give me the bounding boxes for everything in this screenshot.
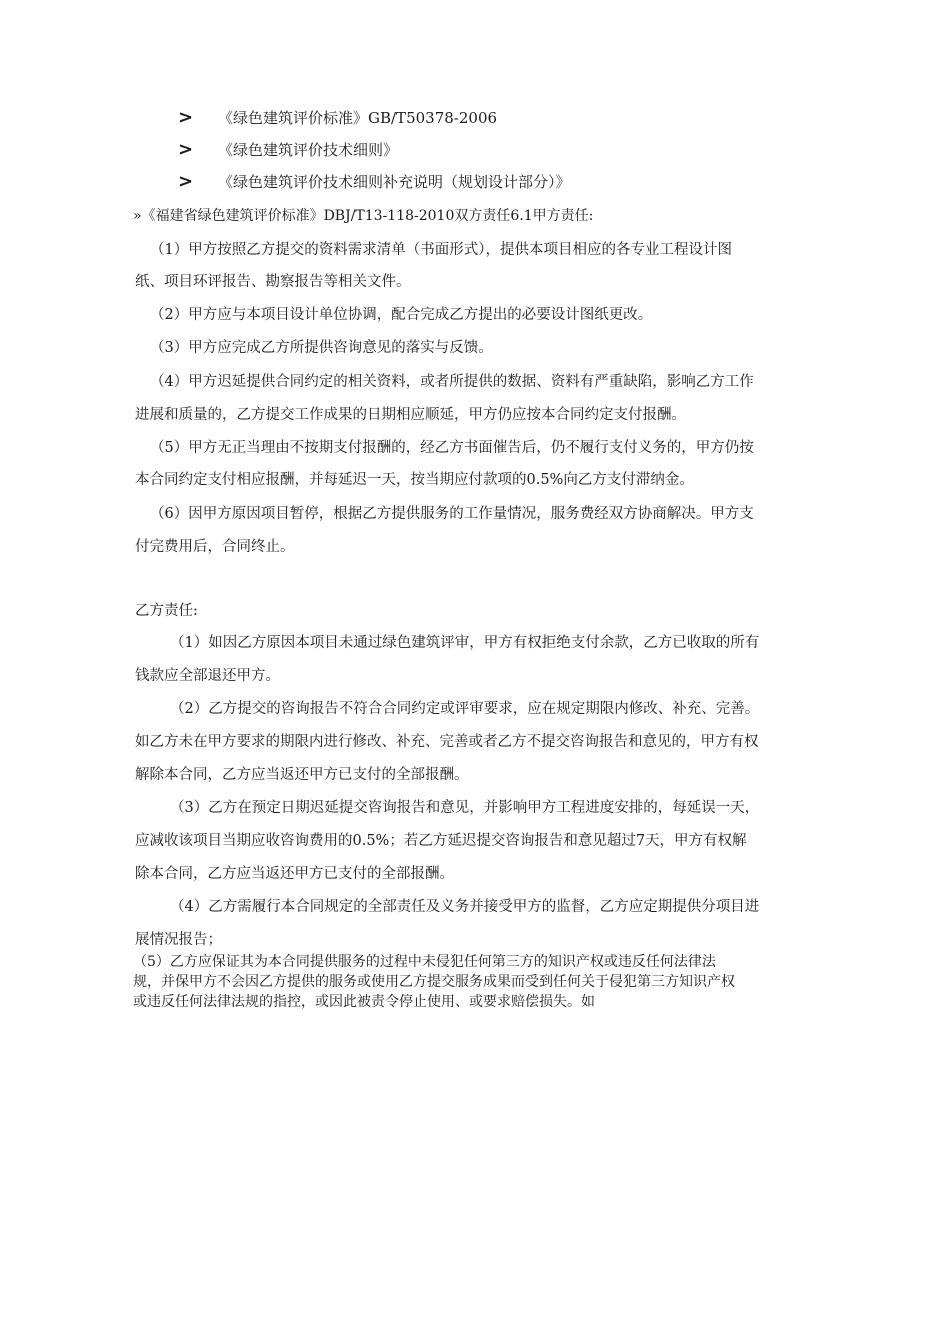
party-b-heading: 乙方责任: — [135, 603, 198, 619]
party-a-line: （4）甲方迟延提供合同约定的相关资料，或者所提供的数据、资料有严重缺陷，影响乙方工作 — [150, 374, 754, 390]
standard-item — [178, 168, 571, 194]
party-b-line: 展情况报告； — [135, 932, 222, 948]
standard-text: 《绿色建筑评价技术细则补充说明（规划设计部分）》 — [218, 172, 571, 191]
standard-text: 《绿色建筑评价技术细则》 — [218, 140, 399, 159]
standard-text: 《绿色建筑评价标准》GB/T50378-2006 — [218, 108, 498, 127]
party-a-line: 进展和质量的，乙方提交工作成果的日期相应顺延，甲方仍应按本合同约定支付报酬。 — [135, 407, 686, 423]
intro-line: »《福建省绿色建筑评价标准》DBJ/T13-118-2010双方责任6.1甲方责任: — [133, 208, 594, 224]
party-a-line: （6）因甲方原因项目暂停，根据乙方提供服务的工作量情况，服务费经双方协商解决。甲方支 — [150, 506, 754, 522]
party-b-line: 规，并保甲方不会因乙方提供的服务或使用乙方提交服务成果而受到任何关于侵犯第三方知识产权 — [133, 974, 735, 990]
party-a-line: 本合同约定支付相应报酬，并每延迟一天，按当期应付款项的0.5%向乙方支付滞纳金。 — [135, 472, 694, 488]
standard-item — [178, 136, 398, 162]
party-b-line: 如乙方未在甲方要求的期限内进行修改、补充、完善或者乙方不提交咨询报告和意见的，甲方有权 — [135, 734, 759, 750]
party-a-line: （1）甲方按照乙方提交的资料需求清单（书面形式），提供本项目相应的各专业工程设计图 — [150, 242, 732, 258]
party-b-line: 解除本合同，乙方应当返还甲方已支付的全部报酬。 — [135, 767, 469, 783]
party-a-line: （3）甲方应完成乙方所提供咨询意见的落实与反馈。 — [150, 340, 493, 356]
party-a-line: 付完费用后，合同终止。 — [135, 539, 295, 555]
party-b-line: （4）乙方需履行本合同规定的全部责任及义务并接受甲方的监督，乙方应定期提供分项目进 — [170, 899, 760, 915]
party-b-line: 除本合同，乙方应当返还甲方已支付的全部报酬。 — [135, 866, 454, 882]
bullet-arrow-icon: > — [178, 138, 194, 160]
bullet-arrow-icon: > — [178, 170, 194, 192]
party-b-line: 或违反任何法律法规的指控，或因此被责令停止使用、或要求赔偿损失。如 — [133, 994, 595, 1010]
party-a-line: （5）甲方无正当理由不按期支付报酬的，经乙方书面催告后，仍不履行支付义务的，甲方仍按 — [150, 440, 754, 456]
standard-item — [178, 104, 497, 130]
party-b-line: 应减收该项目当期应收咨询费用的0.5%；若乙方延迟提交咨询报告和意见超过7天，甲方有权解 — [135, 833, 747, 849]
party-b-line: （2）乙方提交的咨询报告不符合合同约定或评审要求，应在规定期限内修改、补充、完善。 — [170, 701, 760, 717]
party-b-line: 钱款应全部退还甲方。 — [135, 668, 280, 684]
party-a-line: 纸、项目环评报告、勘察报告等相关文件。 — [135, 274, 411, 290]
party-b-line: （3）乙方在预定日期迟延提交咨询报告和意见，并影响甲方工程进度安排的，每延误一天， — [170, 800, 760, 816]
bullet-arrow-icon: > — [178, 106, 194, 128]
party-b-line: （1）如因乙方原因本项目未通过绿色建筑评审，甲方有权拒绝支付余款，乙方已收取的所有 — [170, 635, 760, 651]
party-b-line: （5）乙方应保证其为本合同提供服务的过程中未侵犯任何第三方的知识产权或违反任何法律法 — [133, 954, 716, 970]
party-a-line: （2）甲方应与本项目设计单位协调，配合完成乙方提出的必要设计图纸更改。 — [150, 307, 653, 323]
